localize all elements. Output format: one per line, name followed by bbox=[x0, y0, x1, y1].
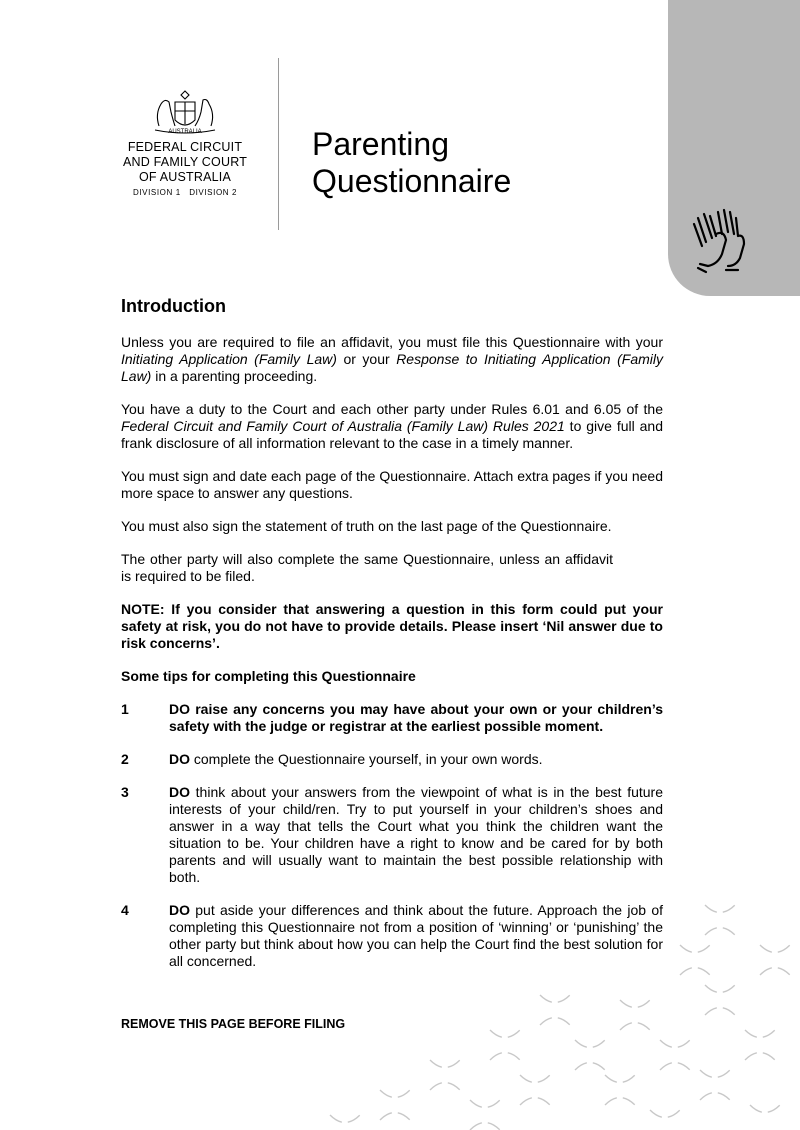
para1-italic-1: Initiating Application (Family Law) bbox=[121, 351, 337, 367]
logo-line-3: OF AUSTRALIA bbox=[138, 170, 231, 184]
crest-label: AUSTRALIA bbox=[168, 129, 202, 135]
tip-number: 4 bbox=[121, 902, 129, 918]
paragraph-1 bbox=[121, 334, 663, 385]
tip-bold-text: DO bbox=[169, 751, 190, 767]
para1-italic-2: Response to Initiating Application (Family Law) bbox=[121, 351, 663, 384]
paragraph-4: You must also sign the statement of truth on the last page of the Questionnaire. bbox=[121, 518, 612, 534]
para2-text-2: to give full and frank disclosure of all information relevant to the case in a timely manner. bbox=[121, 418, 664, 451]
logo-line-1: FEDERAL CIRCUIT bbox=[127, 140, 243, 154]
court-logo bbox=[110, 90, 260, 210]
tip-item bbox=[121, 902, 663, 970]
tip-text: complete the Questionnaire yourself, in your own words. bbox=[190, 751, 543, 767]
logo-line-2: AND FAMILY COURT bbox=[122, 155, 248, 169]
safety-note: NOTE: If you consider that answering a question in this form could put your safety at risk, you do not have to provide details. Please insert ‘Nil answer due to risk concerns’. bbox=[121, 601, 663, 651]
tip-bold-text: DO bbox=[169, 784, 190, 800]
para2-text-1: You have a duty to the Court and each other party under Rules 6.01 and 6.05 of the bbox=[121, 401, 663, 417]
tip-item bbox=[121, 784, 663, 886]
intro-content bbox=[121, 334, 663, 986]
para1-text-3: in a parenting proceeding. bbox=[151, 368, 318, 384]
tip-number: 2 bbox=[121, 751, 129, 767]
title-line-1: Parenting bbox=[312, 126, 449, 162]
paragraph-2 bbox=[121, 401, 663, 452]
para1-text-2: or your bbox=[336, 351, 397, 367]
tip-item bbox=[121, 701, 663, 735]
para1-text-1: Unless you are required to file an affidavit, you must file this Questionnaire with your bbox=[121, 334, 663, 350]
coat-of-arms-icon bbox=[145, 90, 225, 140]
header-divider bbox=[278, 58, 279, 230]
hands-icon bbox=[684, 204, 754, 276]
paragraph-5: The other party will also complete the same Questionnaire, unless an affidavit is required to be filed. bbox=[121, 551, 613, 584]
tip-item bbox=[121, 751, 663, 768]
title-line-2: Questionnaire bbox=[312, 163, 512, 199]
tip-text: put aside your differences and think about the future. Approach the job of completing this Questionnaire not from a position of ‘winning’ or ‘punishing’ the other party but think about how you can help the Court find the best solution for all concerned. bbox=[169, 902, 663, 969]
tip-text: think about your answers from the viewpoint of what is in the best future interests of your child/ren. Try to put yourself in your children’s shoes and answer in a way that tells the Court what you think the children want the situation to be. Your children have a right to know and be cared for by both parents and will usually want to maintain the best possible relationship with both. bbox=[169, 784, 663, 885]
intro-heading: Introduction bbox=[121, 296, 226, 316]
logo-divisions: DIVISION 1 DIVISION 2 bbox=[132, 188, 238, 197]
tip-bold-text: DO raise any concerns you may have about your own or your children’s safety with the judge or registrar at the earliest possible moment. bbox=[169, 701, 663, 734]
tip-number: 3 bbox=[121, 784, 129, 800]
tips-heading: Some tips for completing this Questionnaire bbox=[121, 668, 416, 684]
para2-italic-1: Federal Circuit and Family Court of Australia (Family Law) Rules 2021 bbox=[121, 418, 565, 434]
footer-note: REMOVE THIS PAGE BEFORE FILING bbox=[121, 1017, 346, 1031]
tip-number: 1 bbox=[121, 701, 129, 717]
paragraph-3: You must sign and date each page of the Questionnaire. Attach extra pages if you need more space to answer any questions. bbox=[121, 468, 663, 501]
page-title bbox=[312, 126, 511, 200]
tip-bold-text: DO bbox=[169, 902, 190, 918]
